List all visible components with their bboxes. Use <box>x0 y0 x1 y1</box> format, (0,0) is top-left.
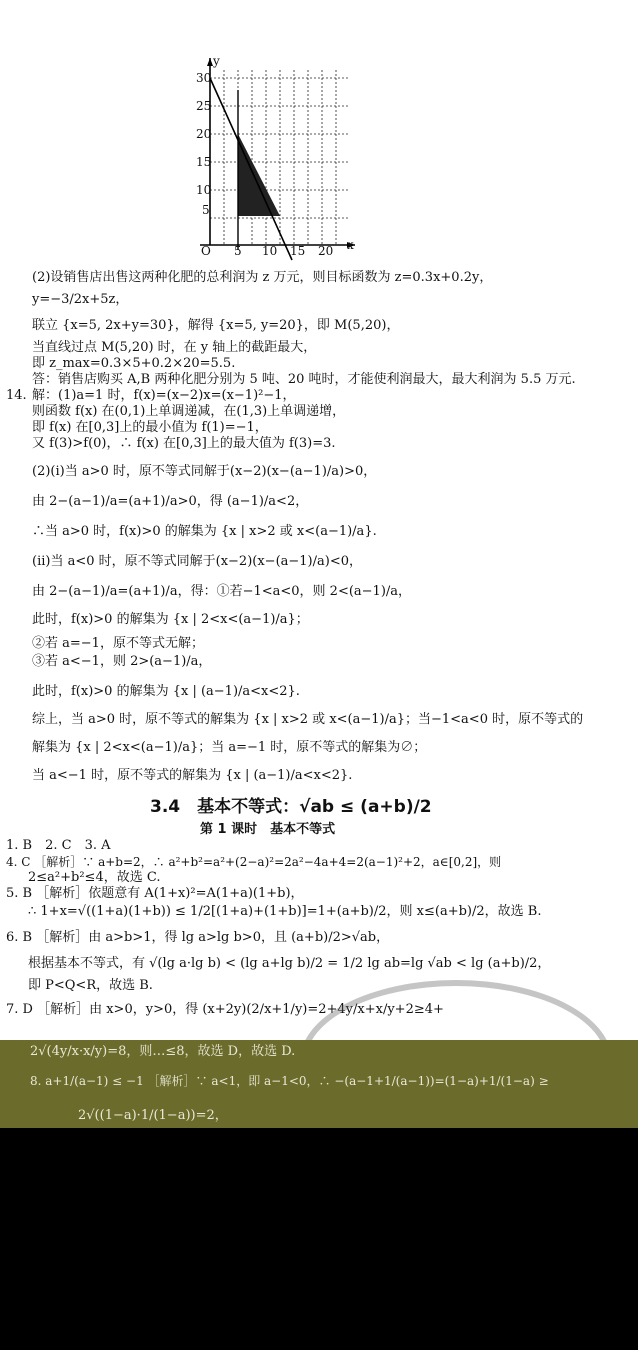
answer-line: 2≤a²+b²≤4，故选 C. <box>28 870 161 885</box>
sol14-line: 综上，当 a>0 时，原不等式的解集为 {x | x>2 或 x<(a−1)/a}；当−1<a<0 时，原不等式的 <box>32 712 584 727</box>
sol14-line: (ii)当 a<0 时，原不等式同解于(x−2)(x−(a−1)/a)<0， <box>32 554 362 569</box>
x-tick: 10 <box>262 244 278 258</box>
answer-line: 7. D ［解析］由 x>0，y>0，得 (x+2y)(2/x+1/y)=2+4y/x+x/y+2≥4+ <box>6 1002 444 1017</box>
answer-line: 根据基本不等式，有 √(lg a·lg b) < (lg a+lg b)/2 = 1/2 lg ab=lg √ab < lg (a+b)/2， <box>28 956 551 971</box>
answer-line: 5. B ［解析］依题意有 A(1+x)²=A(1+a)(1+b)， <box>6 886 304 901</box>
answer-line: ∴ 1+x=√((1+a)(1+b)) ≤ 1/2[(1+a)+(1+b)]=1+(a+b)/2，则 x≤(a+b)/2，故选 B. <box>28 904 542 919</box>
section-title: 3.4 基本不等式：√ab ≤ (a+b)/2 <box>150 797 432 817</box>
x-tick: 20 <box>318 244 334 258</box>
origin-label: O <box>201 244 211 258</box>
sol14-line: 即 f(x) 在[0,3]上的最小值为 f(1)=−1， <box>32 420 268 435</box>
overlay-band <box>0 1040 638 1128</box>
feasible-region <box>238 134 280 216</box>
feasible-region-graph <box>190 50 370 270</box>
y-axis-label: y <box>213 54 220 68</box>
sol14-line: 此时，f(x)>0 的解集为 {x | (a−1)/a<x<2}. <box>32 684 300 699</box>
sol13-line: 当直线过点 M(5,20) 时，在 y 轴上的截距最大， <box>32 340 317 355</box>
sol14-line: (2)(i)当 a>0 时，原不等式同解于(x−2)(x−(a−1)/a)>0， <box>32 464 377 479</box>
sol14-line: 此时，f(x)>0 的解集为 {x | 2<x<(a−1)/a}； <box>32 612 309 627</box>
x-axis-label: x <box>347 238 354 252</box>
black-area <box>0 1128 638 1350</box>
sol13-line: (2)设销售店出售这两种化肥的总利润为 z 万元，则目标函数为 z=0.3x+0.2y， <box>32 270 493 285</box>
sol13-line: 即 z_max=0.3×5+0.2×20=5.5. <box>32 356 236 371</box>
x-tick: 15 <box>290 244 306 258</box>
section-subtitle: 第 1 课时 基本不等式 <box>200 822 336 837</box>
sol14-line: ∴当 a>0 时，f(x)>0 的解集为 {x | x>2 或 x<(a−1)/a}. <box>32 524 377 539</box>
answer-line: 6. B ［解析］由 a>b>1，得 lg a>lg b>0，且 (a+b)/2>√ab， <box>6 930 390 945</box>
sol14-line: 由 2−(a−1)/a=(a+1)/a>0，得 (a−1)/a<2， <box>32 494 309 509</box>
y-tick: 10 <box>196 183 212 197</box>
sol13-line: 答：销售店购买 A,B 两种化肥分别为 5 吨、20 吨时，才能使利润最大，最大利润为 5.5 万元. <box>32 372 576 387</box>
y-tick: 20 <box>196 127 212 141</box>
sol14-line: ③若 a<−1，则 2>(a−1)/a， <box>32 654 212 669</box>
sol14-line: 由 2−(a−1)/a=(a+1)/a，得：①若−1<a<0，则 2<(a−1)/a， <box>32 584 412 599</box>
answer-line: 4. C ［解析］∵ a+b=2，∴ a²+b²=a²+(2−a)²=2a²−4a+4=2(a−1)²+2，a∈[0,2]，则 <box>6 855 502 869</box>
sol14-line: 当 a<−1 时，原不等式的解集为 {x | (a−1)/a<x<2}. <box>32 768 353 783</box>
sol14-line: 又 f(3)>f(0)，∴ f(x) 在[0,3]上的最大值为 f(3)=3. <box>32 436 336 451</box>
sol13-line: y=−3/2x+5z， <box>32 292 129 307</box>
y-tick: 30 <box>196 71 212 85</box>
sol13-line: 联立 {x=5, 2x+y=30}，解得 {x=5, y=20}，即 M(5,20)， <box>32 318 400 333</box>
problem-number: 14. <box>6 388 27 403</box>
y-tick: 5 <box>202 203 210 217</box>
sol14-line: 解：(1)a=1 时，f(x)=(x−2)x=(x−1)²−1， <box>32 388 296 403</box>
y-tick: 15 <box>196 155 212 169</box>
x-tick: 5 <box>234 244 242 258</box>
answer-line: 2√((1−a)·1/(1−a))=2， <box>78 1108 228 1123</box>
answer-line: 即 P<Q<R，故选 B. <box>28 978 153 993</box>
answer-line: 8. a+1/(a−1) ≤ −1 ［解析］∵ a<1，即 a−1<0，∴ −(a−1+1/(a−1))=(1−a)+1/(1−a) ≥ <box>30 1074 549 1088</box>
sol14-line: 解集为 {x | 2<x<(a−1)/a}；当 a=−1 时，原不等式的解集为∅； <box>32 740 427 755</box>
y-tick: 25 <box>196 99 212 113</box>
constraint-line <box>210 78 292 260</box>
sol14-line: ②若 a=−1，原不等式无解； <box>32 636 204 651</box>
sol14-line: 则函数 f(x) 在(0,1)上单调递减，在(1,3)上单调递增， <box>32 404 346 419</box>
answer-line: 1. B 2. C 3. A <box>6 838 111 853</box>
seal-stamp <box>300 980 612 1040</box>
answer-line: 2√(4y/x·x/y)=8，则…≤8，故选 D，故选 D. <box>30 1044 296 1059</box>
